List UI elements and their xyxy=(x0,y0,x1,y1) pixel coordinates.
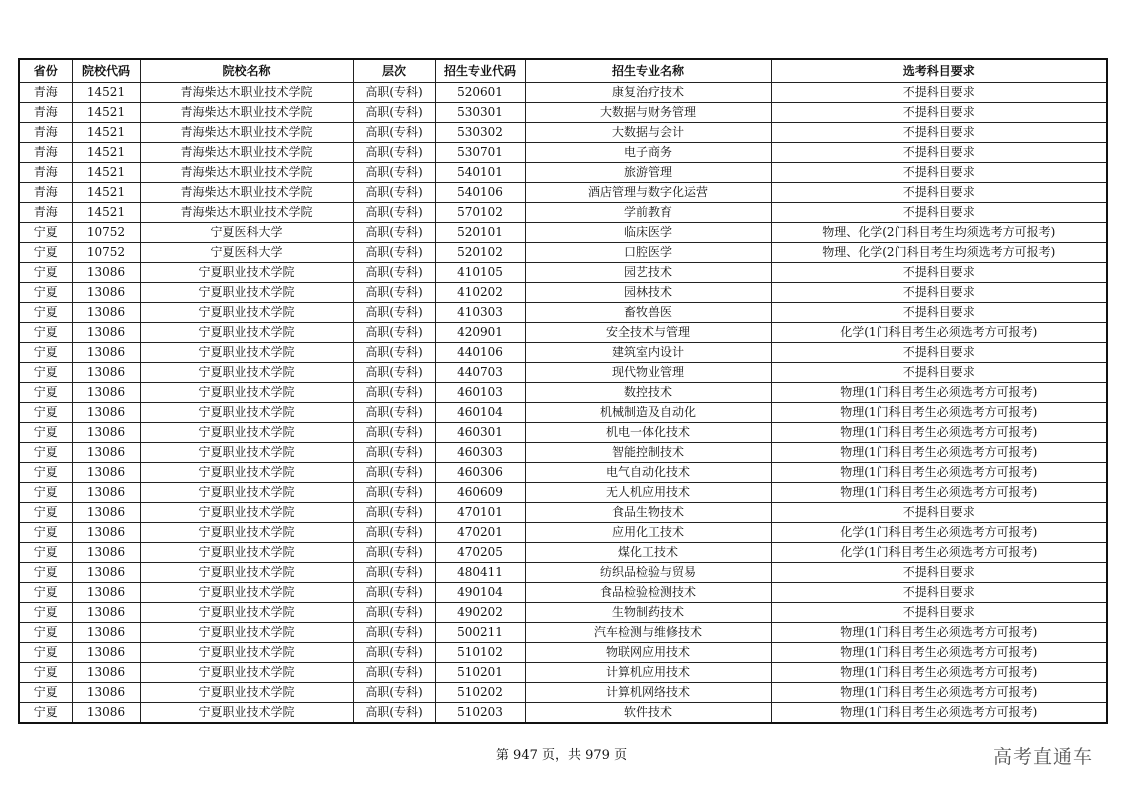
cell-subject-requirement: 不提科目要求 xyxy=(771,203,1107,223)
cell-major-code: 520102 xyxy=(435,243,525,263)
table-body xyxy=(19,83,1107,724)
table-row xyxy=(19,583,1107,603)
cell-province: 宁夏 xyxy=(19,583,72,603)
cell-school-name: 宁夏职业技术学院 xyxy=(140,623,353,643)
cell-school-code: 13086 xyxy=(72,503,140,523)
cell-level: 高职(专科) xyxy=(353,263,435,283)
cell-major-name: 园林技术 xyxy=(525,283,771,303)
cell-major-name: 园艺技术 xyxy=(525,263,771,283)
cell-subject-requirement: 不提科目要求 xyxy=(771,303,1107,323)
cell-major-name: 大数据与财务管理 xyxy=(525,103,771,123)
cell-major-name: 机电一体化技术 xyxy=(525,423,771,443)
cell-school-code: 13086 xyxy=(72,283,140,303)
cell-major-code: 510203 xyxy=(435,703,525,724)
cell-province: 宁夏 xyxy=(19,603,72,623)
column-header-province: 省份 xyxy=(19,59,72,83)
cell-major-name: 物联网应用技术 xyxy=(525,643,771,663)
table-row xyxy=(19,143,1107,163)
cell-subject-requirement: 物理(1门科目考生必须选考方可报考) xyxy=(771,463,1107,483)
cell-subject-requirement: 不提科目要求 xyxy=(771,563,1107,583)
cell-school-code: 13086 xyxy=(72,543,140,563)
cell-major-name: 汽车检测与维修技术 xyxy=(525,623,771,643)
cell-major-name: 计算机网络技术 xyxy=(525,683,771,703)
page-number-footer: 第 947 页，共 979 页 xyxy=(495,748,628,763)
cell-school-code: 13086 xyxy=(72,623,140,643)
cell-level: 高职(专科) xyxy=(353,423,435,443)
cell-school-name: 宁夏职业技术学院 xyxy=(140,263,353,283)
cell-major-name: 机械制造及自动化 xyxy=(525,403,771,423)
cell-major-name: 学前教育 xyxy=(525,203,771,223)
cell-subject-requirement: 物理(1门科目考生必须选考方可报考) xyxy=(771,663,1107,683)
cell-school-code: 13086 xyxy=(72,703,140,724)
cell-major-code: 490104 xyxy=(435,583,525,603)
table-row xyxy=(19,683,1107,703)
table-row xyxy=(19,643,1107,663)
cell-school-name: 宁夏职业技术学院 xyxy=(140,643,353,663)
cell-school-name: 青海柴达木职业技术学院 xyxy=(140,123,353,143)
cell-major-code: 460103 xyxy=(435,383,525,403)
table-row xyxy=(19,103,1107,123)
cell-major-name: 无人机应用技术 xyxy=(525,483,771,503)
table-row xyxy=(19,483,1107,503)
cell-subject-requirement: 化学(1门科目考生必须选考方可报考) xyxy=(771,523,1107,543)
cell-level: 高职(专科) xyxy=(353,83,435,103)
cell-major-name: 食品生物技术 xyxy=(525,503,771,523)
cell-major-code: 440703 xyxy=(435,363,525,383)
table-row xyxy=(19,703,1107,724)
cell-province: 宁夏 xyxy=(19,543,72,563)
cell-school-code: 13086 xyxy=(72,343,140,363)
cell-school-name: 宁夏职业技术学院 xyxy=(140,663,353,683)
cell-major-name: 酒店管理与数字化运营 xyxy=(525,183,771,203)
table-row xyxy=(19,383,1107,403)
cell-level: 高职(专科) xyxy=(353,243,435,263)
cell-major-name: 生物制药技术 xyxy=(525,603,771,623)
table-row xyxy=(19,623,1107,643)
cell-major-name: 计算机应用技术 xyxy=(525,663,771,683)
cell-major-code: 460104 xyxy=(435,403,525,423)
cell-major-name: 临床医学 xyxy=(525,223,771,243)
cell-subject-requirement: 不提科目要求 xyxy=(771,163,1107,183)
cell-major-code: 410303 xyxy=(435,303,525,323)
cell-level: 高职(专科) xyxy=(353,323,435,343)
cell-school-name: 青海柴达木职业技术学院 xyxy=(140,183,353,203)
cell-province: 青海 xyxy=(19,123,72,143)
cell-school-code: 14521 xyxy=(72,163,140,183)
cell-school-code: 14521 xyxy=(72,123,140,143)
cell-school-name: 宁夏职业技术学院 xyxy=(140,423,353,443)
cell-province: 宁夏 xyxy=(19,423,72,443)
cell-major-name: 智能控制技术 xyxy=(525,443,771,463)
column-header-subject-requirement: 选考科目要求 xyxy=(771,59,1107,83)
cell-school-code: 14521 xyxy=(72,83,140,103)
column-header-major-code: 招生专业代码 xyxy=(435,59,525,83)
cell-school-name: 宁夏职业技术学院 xyxy=(140,483,353,503)
cell-level: 高职(专科) xyxy=(353,663,435,683)
cell-subject-requirement: 不提科目要求 xyxy=(771,603,1107,623)
cell-major-code: 470101 xyxy=(435,503,525,523)
cell-school-name: 宁夏职业技术学院 xyxy=(140,703,353,724)
cell-school-code: 13086 xyxy=(72,483,140,503)
cell-school-name: 宁夏职业技术学院 xyxy=(140,583,353,603)
cell-level: 高职(专科) xyxy=(353,603,435,623)
cell-major-code: 540101 xyxy=(435,163,525,183)
cell-province: 青海 xyxy=(19,103,72,123)
cell-major-code: 410105 xyxy=(435,263,525,283)
cell-subject-requirement: 不提科目要求 xyxy=(771,123,1107,143)
column-header-level: 层次 xyxy=(353,59,435,83)
cell-level: 高职(专科) xyxy=(353,443,435,463)
cell-subject-requirement: 物理(1门科目考生必须选考方可报考) xyxy=(771,703,1107,724)
cell-school-name: 青海柴达木职业技术学院 xyxy=(140,163,353,183)
cell-subject-requirement: 不提科目要求 xyxy=(771,143,1107,163)
table-row xyxy=(19,603,1107,623)
cell-level: 高职(专科) xyxy=(353,303,435,323)
cell-province: 宁夏 xyxy=(19,523,72,543)
cell-subject-requirement: 不提科目要求 xyxy=(771,283,1107,303)
cell-province: 宁夏 xyxy=(19,223,72,243)
cell-subject-requirement: 物理、化学(2门科目考生均须选考方可报考) xyxy=(771,243,1107,263)
cell-school-name: 宁夏职业技术学院 xyxy=(140,523,353,543)
cell-major-name: 电子商务 xyxy=(525,143,771,163)
cell-major-code: 420901 xyxy=(435,323,525,343)
cell-province: 宁夏 xyxy=(19,283,72,303)
cell-school-name: 宁夏职业技术学院 xyxy=(140,603,353,623)
cell-major-code: 460301 xyxy=(435,423,525,443)
document-sheet xyxy=(18,58,1106,724)
cell-major-name: 数控技术 xyxy=(525,383,771,403)
table-row xyxy=(19,203,1107,223)
cell-school-name: 宁夏职业技术学院 xyxy=(140,403,353,423)
cell-school-name: 青海柴达木职业技术学院 xyxy=(140,83,353,103)
cell-major-code: 510201 xyxy=(435,663,525,683)
cell-major-code: 460609 xyxy=(435,483,525,503)
cell-school-code: 13086 xyxy=(72,683,140,703)
cell-major-name: 现代物业管理 xyxy=(525,363,771,383)
cell-major-code: 460303 xyxy=(435,443,525,463)
cell-major-name: 安全技术与管理 xyxy=(525,323,771,343)
cell-major-name: 大数据与会计 xyxy=(525,123,771,143)
table-row xyxy=(19,363,1107,383)
cell-major-code: 490202 xyxy=(435,603,525,623)
cell-province: 宁夏 xyxy=(19,663,72,683)
table-row xyxy=(19,663,1107,683)
cell-major-code: 500211 xyxy=(435,623,525,643)
cell-school-code: 13086 xyxy=(72,583,140,603)
cell-school-code: 14521 xyxy=(72,203,140,223)
cell-province: 宁夏 xyxy=(19,243,72,263)
cell-subject-requirement: 不提科目要求 xyxy=(771,83,1107,103)
cell-level: 高职(专科) xyxy=(353,143,435,163)
cell-subject-requirement: 物理(1门科目考生必须选考方可报考) xyxy=(771,643,1107,663)
cell-province: 青海 xyxy=(19,203,72,223)
cell-level: 高职(专科) xyxy=(353,503,435,523)
cell-major-code: 440106 xyxy=(435,343,525,363)
table-row xyxy=(19,423,1107,443)
cell-subject-requirement: 物理(1门科目考生必须选考方可报考) xyxy=(771,383,1107,403)
table-row xyxy=(19,183,1107,203)
cell-school-name: 青海柴达木职业技术学院 xyxy=(140,103,353,123)
table-row xyxy=(19,163,1107,183)
cell-school-name: 宁夏职业技术学院 xyxy=(140,683,353,703)
cell-school-name: 宁夏职业技术学院 xyxy=(140,323,353,343)
cell-level: 高职(专科) xyxy=(353,283,435,303)
column-header-major-name: 招生专业名称 xyxy=(525,59,771,83)
cell-level: 高职(专科) xyxy=(353,203,435,223)
cell-school-name: 宁夏职业技术学院 xyxy=(140,303,353,323)
cell-major-name: 口腔医学 xyxy=(525,243,771,263)
cell-province: 宁夏 xyxy=(19,683,72,703)
cell-school-name: 宁夏职业技术学院 xyxy=(140,443,353,463)
table-row xyxy=(19,343,1107,363)
cell-school-code: 14521 xyxy=(72,103,140,123)
table-row xyxy=(19,523,1107,543)
cell-school-name: 宁夏职业技术学院 xyxy=(140,543,353,563)
table-row xyxy=(19,223,1107,243)
cell-level: 高职(专科) xyxy=(353,583,435,603)
cell-school-code: 13086 xyxy=(72,603,140,623)
cell-major-name: 康复治疗技术 xyxy=(525,83,771,103)
cell-major-code: 520601 xyxy=(435,83,525,103)
cell-subject-requirement: 物理(1门科目考生必须选考方可报考) xyxy=(771,483,1107,503)
cell-school-code: 13086 xyxy=(72,323,140,343)
watermark-logo: 高考直通车 xyxy=(992,746,1093,768)
cell-major-name: 纺织品检验与贸易 xyxy=(525,563,771,583)
cell-school-code: 10752 xyxy=(72,243,140,263)
cell-major-code: 530302 xyxy=(435,123,525,143)
cell-level: 高职(专科) xyxy=(353,383,435,403)
table-row xyxy=(19,563,1107,583)
cell-level: 高职(专科) xyxy=(353,163,435,183)
cell-school-code: 13086 xyxy=(72,443,140,463)
cell-level: 高职(专科) xyxy=(353,483,435,503)
cell-school-code: 13086 xyxy=(72,383,140,403)
cell-school-code: 13086 xyxy=(72,563,140,583)
column-header-school-code: 院校代码 xyxy=(72,59,140,83)
cell-major-name: 软件技术 xyxy=(525,703,771,724)
cell-subject-requirement: 物理(1门科目考生必须选考方可报考) xyxy=(771,623,1107,643)
cell-school-code: 13086 xyxy=(72,363,140,383)
cell-major-code: 470205 xyxy=(435,543,525,563)
cell-level: 高职(专科) xyxy=(353,103,435,123)
cell-major-name: 应用化工技术 xyxy=(525,523,771,543)
cell-province: 青海 xyxy=(19,83,72,103)
cell-province: 青海 xyxy=(19,143,72,163)
cell-school-code: 13086 xyxy=(72,263,140,283)
cell-school-code: 13086 xyxy=(72,303,140,323)
cell-subject-requirement: 不提科目要求 xyxy=(771,103,1107,123)
cell-subject-requirement: 化学(1门科目考生必须选考方可报考) xyxy=(771,543,1107,563)
cell-school-code: 13086 xyxy=(72,523,140,543)
cell-subject-requirement: 不提科目要求 xyxy=(771,343,1107,363)
cell-level: 高职(专科) xyxy=(353,683,435,703)
cell-major-code: 480411 xyxy=(435,563,525,583)
cell-province: 宁夏 xyxy=(19,323,72,343)
cell-major-code: 530701 xyxy=(435,143,525,163)
cell-school-name: 宁夏职业技术学院 xyxy=(140,363,353,383)
cell-province: 宁夏 xyxy=(19,463,72,483)
cell-subject-requirement: 物理(1门科目考生必须选考方可报考) xyxy=(771,423,1107,443)
cell-school-name: 宁夏职业技术学院 xyxy=(140,503,353,523)
cell-school-name: 宁夏医科大学 xyxy=(140,223,353,243)
cell-major-code: 510102 xyxy=(435,643,525,663)
table-row xyxy=(19,443,1107,463)
table-row xyxy=(19,323,1107,343)
cell-major-code: 460306 xyxy=(435,463,525,483)
cell-province: 宁夏 xyxy=(19,403,72,423)
cell-subject-requirement: 物理(1门科目考生必须选考方可报考) xyxy=(771,403,1107,423)
cell-major-code: 470201 xyxy=(435,523,525,543)
cell-province: 宁夏 xyxy=(19,303,72,323)
table-row xyxy=(19,283,1107,303)
table-row xyxy=(19,303,1107,323)
cell-school-code: 13086 xyxy=(72,643,140,663)
admission-table xyxy=(18,58,1108,724)
cell-subject-requirement: 不提科目要求 xyxy=(771,503,1107,523)
cell-major-code: 520101 xyxy=(435,223,525,243)
cell-province: 宁夏 xyxy=(19,643,72,663)
cell-level: 高职(专科) xyxy=(353,363,435,383)
cell-province: 宁夏 xyxy=(19,363,72,383)
column-header-school-name: 院校名称 xyxy=(140,59,353,83)
cell-school-name: 宁夏职业技术学院 xyxy=(140,463,353,483)
cell-major-name: 煤化工技术 xyxy=(525,543,771,563)
cell-province: 青海 xyxy=(19,163,72,183)
table-row xyxy=(19,83,1107,103)
cell-level: 高职(专科) xyxy=(353,643,435,663)
table-row xyxy=(19,543,1107,563)
cell-level: 高职(专科) xyxy=(353,183,435,203)
cell-major-code: 510202 xyxy=(435,683,525,703)
cell-subject-requirement: 物理、化学(2门科目考生均须选考方可报考) xyxy=(771,223,1107,243)
cell-major-code: 530301 xyxy=(435,103,525,123)
cell-province: 宁夏 xyxy=(19,383,72,403)
cell-school-code: 13086 xyxy=(72,463,140,483)
cell-province: 宁夏 xyxy=(19,483,72,503)
cell-province: 宁夏 xyxy=(19,343,72,363)
cell-level: 高职(专科) xyxy=(353,123,435,143)
cell-level: 高职(专科) xyxy=(353,403,435,423)
cell-subject-requirement: 不提科目要求 xyxy=(771,583,1107,603)
cell-subject-requirement: 不提科目要求 xyxy=(771,183,1107,203)
cell-province: 宁夏 xyxy=(19,623,72,643)
cell-province: 宁夏 xyxy=(19,703,72,724)
cell-school-name: 青海柴达木职业技术学院 xyxy=(140,143,353,163)
cell-subject-requirement: 不提科目要求 xyxy=(771,363,1107,383)
table-row xyxy=(19,503,1107,523)
cell-major-code: 410202 xyxy=(435,283,525,303)
cell-province: 宁夏 xyxy=(19,503,72,523)
cell-school-code: 13086 xyxy=(72,663,140,683)
cell-major-name: 食品检验检测技术 xyxy=(525,583,771,603)
cell-major-code: 570102 xyxy=(435,203,525,223)
cell-subject-requirement: 物理(1门科目考生必须选考方可报考) xyxy=(771,443,1107,463)
table-row xyxy=(19,463,1107,483)
cell-school-name: 青海柴达木职业技术学院 xyxy=(140,203,353,223)
cell-level: 高职(专科) xyxy=(353,463,435,483)
cell-province: 宁夏 xyxy=(19,263,72,283)
table-row xyxy=(19,263,1107,283)
cell-school-name: 宁夏职业技术学院 xyxy=(140,563,353,583)
cell-school-code: 14521 xyxy=(72,143,140,163)
cell-school-code: 10752 xyxy=(72,223,140,243)
cell-school-name: 宁夏职业技术学院 xyxy=(140,283,353,303)
cell-level: 高职(专科) xyxy=(353,523,435,543)
cell-province: 青海 xyxy=(19,183,72,203)
table-row xyxy=(19,403,1107,423)
cell-level: 高职(专科) xyxy=(353,543,435,563)
cell-province: 宁夏 xyxy=(19,563,72,583)
cell-school-code: 13086 xyxy=(72,423,140,443)
cell-level: 高职(专科) xyxy=(353,703,435,724)
cell-major-name: 旅游管理 xyxy=(525,163,771,183)
cell-major-code: 540106 xyxy=(435,183,525,203)
cell-subject-requirement: 不提科目要求 xyxy=(771,263,1107,283)
cell-level: 高职(专科) xyxy=(353,223,435,243)
cell-subject-requirement: 化学(1门科目考生必须选考方可报考) xyxy=(771,323,1107,343)
cell-major-name: 电气自动化技术 xyxy=(525,463,771,483)
cell-province: 宁夏 xyxy=(19,443,72,463)
cell-subject-requirement: 物理(1门科目考生必须选考方可报考) xyxy=(771,683,1107,703)
cell-level: 高职(专科) xyxy=(353,343,435,363)
cell-major-name: 建筑室内设计 xyxy=(525,343,771,363)
cell-school-name: 宁夏医科大学 xyxy=(140,243,353,263)
table-header-row xyxy=(19,59,1107,83)
cell-school-name: 宁夏职业技术学院 xyxy=(140,383,353,403)
cell-school-code: 14521 xyxy=(72,183,140,203)
cell-level: 高职(专科) xyxy=(353,623,435,643)
table-row xyxy=(19,123,1107,143)
cell-major-name: 畜牧兽医 xyxy=(525,303,771,323)
cell-school-name: 宁夏职业技术学院 xyxy=(140,343,353,363)
cell-level: 高职(专科) xyxy=(353,563,435,583)
cell-school-code: 13086 xyxy=(72,403,140,423)
table-row xyxy=(19,243,1107,263)
